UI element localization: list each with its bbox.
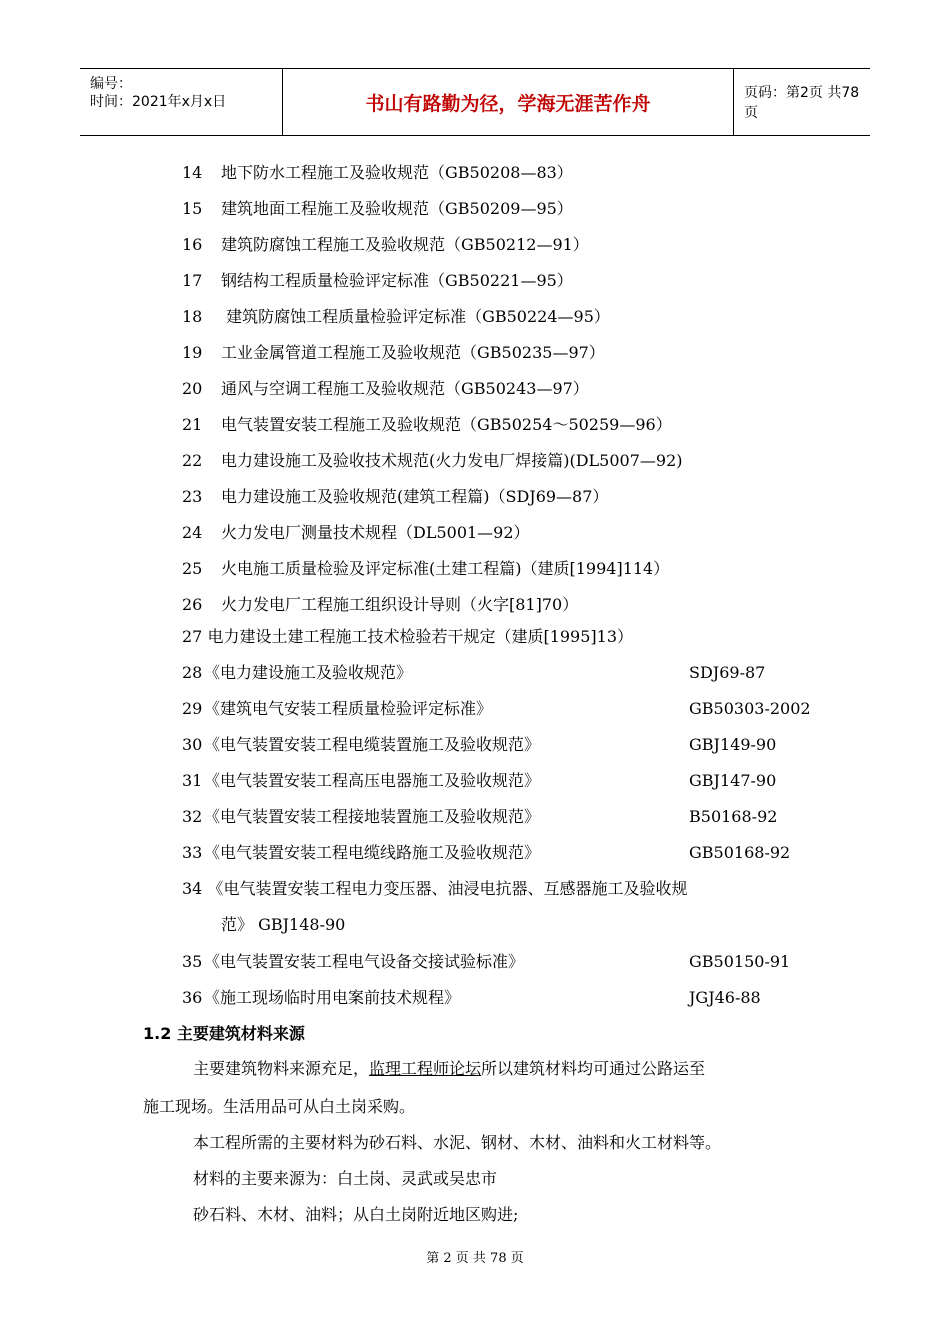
list-item [182,343,605,363]
list-item-text: 电气装置安装工程施工及验收规范（GB50254～50259—96） [221,415,672,434]
list-item [182,523,530,543]
list-item-title: 《电气装置安装工程电缆装置施工及验收规范》 [204,735,541,754]
list-item-code: GB50150-91 [689,952,791,971]
list-item-text: 电力建设施工及验收技术规范(火力发电厂焊接篇)(DL5007—92) [221,451,683,470]
list-item-code: GBJ149-90 [689,735,777,754]
list-item [182,487,608,507]
list-item-34 [182,879,687,899]
list-item-text: 地下防水工程施工及验收规范（GB50208—83） [221,163,573,182]
list-item [182,807,540,827]
list-item [182,843,540,863]
list-item-number: 35 [182,952,203,971]
list-item [182,735,540,755]
list-item [182,988,460,1008]
list-item-title: 《电气装置安装工程电缆线路施工及验收规范》 [204,843,541,862]
list-item-code: SDJ69-87 [689,663,766,682]
list-item-number: 22 [182,451,203,470]
paragraph-1 [193,1059,705,1079]
list-item-code: GB50303-2002 [689,699,811,718]
list-item [182,771,540,791]
list-item-number: 19 [182,343,203,362]
list-item-number: 18 [182,307,203,326]
list-item-number: 21 [182,415,203,434]
paragraph-2: 本工程所需的主要材料为砂石料、水泥、钢材、木材、油料和火工材料等。 [193,1133,722,1152]
list-item-number: 32 [182,807,203,826]
list-item-text: 火力发电厂工程施工组织设计导则（火字[81]70） [221,595,579,614]
list-item [182,307,610,327]
list-item-number: 33 [182,843,203,862]
list-item-text: 工业金属管道工程施工及验收规范（GB50235—97） [221,343,605,362]
list-item-number: 15 [182,199,203,218]
number-label: 编号： [90,76,132,92]
list-item-code: GB50168-92 [689,843,791,862]
list-item-number: 16 [182,235,203,254]
list-item-title: 《施工现场临时用电案前技术规程》 [204,988,461,1007]
page-header [80,68,870,136]
paragraph-1-continued: 施工现场。生活用品可从白土岗采购。 [143,1097,416,1116]
list-item [182,235,589,255]
header-page-label: 页码：第2页 共78页 [744,85,860,121]
list-item-text: 建筑地面工程施工及验收规范（GB50209—95） [221,199,573,218]
list-item-number: 28 [182,663,203,682]
list-item-text: 钢结构工程质量检验评定标准（GB50221—95） [221,271,573,290]
list-item [182,163,573,183]
list-item [182,952,524,972]
list-item-number: 23 [182,487,203,506]
list-item [182,663,412,683]
list-item-number: 25 [182,559,203,578]
list-item-27: 27 电力建设土建工程施工技术检验若干规定（建质[1995]13） [182,627,634,646]
list-item-number: 14 [182,163,203,182]
list-item-text: 电力建设施工及验收规范(建筑工程篇)（SDJ69—87） [221,487,609,506]
list-item-number: 17 [182,271,203,290]
list-item-title: 《电气装置安装工程接地装置施工及验收规范》 [204,807,541,826]
list-item-text: 通风与空调工程施工及验收规范（GB50243—97） [221,379,589,398]
list-item-title: 《电气装置安装工程高压电器施工及验收规范》 [204,771,541,790]
list-item-number: 20 [182,379,203,398]
list-item [182,451,683,471]
header-meta [80,69,282,135]
list-item-number: 26 [182,595,203,614]
list-item-text: 建筑防腐蚀工程质量检验评定标准（GB50224—95） [221,307,610,326]
list-item-text: 火电施工质量检验及评定标准(土建工程篇)（建质[1994]114） [221,559,670,578]
list-item [182,699,492,719]
header-motto: 书山有路勤为径，学海无涯苦作舟 [282,69,734,135]
list-item [182,199,573,219]
list-item-number: 36 [182,988,203,1007]
page-footer: 第 2 页 共 78 页 [426,1251,524,1266]
list-item-text: 火力发电厂测量技术规程（DL5001—92） [221,523,530,542]
list-item [182,271,573,291]
section-heading: 1.2 主要建筑材料来源 [143,1024,305,1043]
paragraph-3: 材料的主要来源为：白土岗、灵武或吴忠市 [193,1169,498,1188]
list-item-text: 《电气装置安装工程电力变压器、油浸电抗器、互感器施工及验收规 [207,879,688,898]
list-item-code: B50168-92 [689,807,778,826]
list-item [182,559,669,579]
list-item-code: GBJ147-90 [689,771,777,790]
list-item [182,379,589,399]
list-item [182,595,578,615]
list-item-title: 《电气装置安装工程电气设备交接试验标准》 [204,952,525,971]
list-item-number: 31 [182,771,203,790]
list-item-number: 34 [182,879,203,898]
paragraph-4: 砂石料、木材、油料；从白土岗附近地区购进; [193,1205,519,1224]
paragraph-1-text-a: 主要建筑物料来源充足， [193,1059,370,1078]
list-item-code: JGJ46-88 [689,988,761,1007]
date-label: 时间：2021年x月x日 [90,94,227,110]
forum-link[interactable]: 监理工程师论坛 [369,1059,482,1078]
list-item-34-continued: 范》 GBJ148-90 [221,915,346,934]
list-item-title: 《建筑电气安装工程质量检验评定标准》 [204,699,493,718]
list-item [182,415,672,435]
list-item-number: 29 [182,699,203,718]
list-item-number: 24 [182,523,203,542]
list-item-text: 建筑防腐蚀工程施工及验收规范（GB50212—91） [221,235,589,254]
list-item-title: 《电力建设施工及验收规范》 [204,663,413,682]
paragraph-1-text-b: 所以建筑材料均可通过公路运至 [481,1059,706,1078]
list-item-number: 30 [182,735,203,754]
